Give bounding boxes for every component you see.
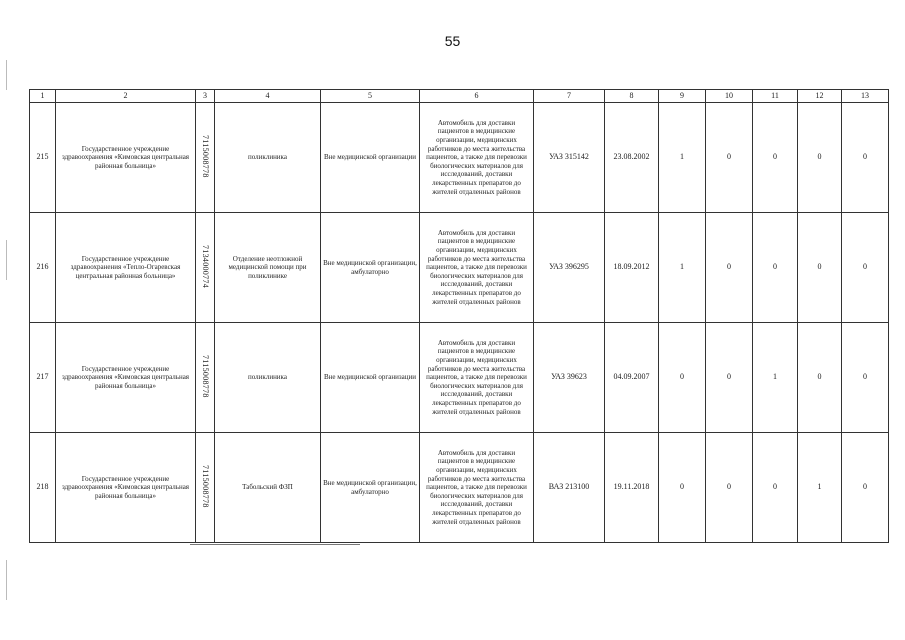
vehicle-model: УАЗ 315142 <box>534 103 605 213</box>
column-header: 6 <box>420 90 534 103</box>
value-cell: 0 <box>659 323 706 433</box>
inn-value: 7115008778 <box>201 354 210 398</box>
vehicle-purpose: Автомобиль для доставки пациентов в медицинские организации, медицинских работников до места жительства пациентов, а также для перевозки биологических материалов для исследований, доставки лекарственных препаратов до жителей отдаленных районов <box>420 103 534 213</box>
institution-name: Государственное учреждение здравоохранения «Кимовская центральная районная больница» <box>56 323 196 433</box>
usage-conditions: Вне медицинской организации, амбулаторно <box>321 213 420 323</box>
column-header: 7 <box>534 90 605 103</box>
vehicle-model: УАЗ 39623 <box>534 323 605 433</box>
unit-name: Отделение неотложной медицинской помощи при поликлинике <box>215 213 321 323</box>
vehicle-model: ВАЗ 213100 <box>534 433 605 543</box>
value-cell: 0 <box>753 213 798 323</box>
usage-conditions: Вне медицинской организации <box>321 323 420 433</box>
unit-name: Табольский ФЗП <box>215 433 321 543</box>
value-cell: 0 <box>798 103 842 213</box>
inn-cell <box>196 433 215 543</box>
commission-date: 18.09.2012 <box>605 213 659 323</box>
unit-name: поликлиника <box>215 103 321 213</box>
margin-mark <box>6 240 7 280</box>
value-cell: 1 <box>659 103 706 213</box>
inn-value: 7115008778 <box>201 464 210 508</box>
value-cell: 0 <box>659 433 706 543</box>
column-header: 2 <box>56 90 196 103</box>
table-header-row <box>30 90 889 103</box>
underline-mark <box>190 544 360 545</box>
institution-name: Государственное учреждение здравоохранения «Тепло-Огаревская центральная районная больница» <box>56 213 196 323</box>
vehicle-purpose: Автомобиль для доставки пациентов в медицинские организации, медицинских работников до места жительства пациентов, а также для перевозки биологических материалов для исследований, доставки лекарственных препаратов до жителей отдаленных районов <box>420 213 534 323</box>
vehicle-registry-table <box>29 89 889 543</box>
column-header: 11 <box>753 90 798 103</box>
column-header: 12 <box>798 90 842 103</box>
commission-date: 23.08.2002 <box>605 103 659 213</box>
vehicle-purpose: Автомобиль для доставки пациентов в медицинские организации, медицинских работников до места жительства пациентов, а также для перевозки биологических материалов для исследований, доставки лекарственных препаратов до жителей отдаленных районов <box>420 323 534 433</box>
column-header: 4 <box>215 90 321 103</box>
value-cell: 0 <box>706 213 753 323</box>
column-header: 9 <box>659 90 706 103</box>
margin-mark <box>6 60 7 90</box>
inn-value: 7134000774 <box>201 244 210 288</box>
inn-value: 7115008778 <box>201 134 210 178</box>
commission-date: 19.11.2018 <box>605 433 659 543</box>
value-cell: 0 <box>842 433 889 543</box>
value-cell: 0 <box>798 323 842 433</box>
inn-cell <box>196 323 215 433</box>
margin-mark <box>6 560 7 600</box>
value-cell: 0 <box>842 323 889 433</box>
row-number: 215 <box>30 103 56 213</box>
vehicle-purpose: Автомобиль для доставки пациентов в медицинские организации, медицинских работников до места жительства пациентов, а также для перевозки биологических материалов для исследований, доставки лекарственных препаратов до жителей отдаленных районов <box>420 433 534 543</box>
row-number: 217 <box>30 323 56 433</box>
column-header: 1 <box>30 90 56 103</box>
vehicle-model: УАЗ 396295 <box>534 213 605 323</box>
table-row <box>30 213 889 323</box>
column-header: 10 <box>706 90 753 103</box>
value-cell: 0 <box>753 103 798 213</box>
value-cell: 1 <box>753 323 798 433</box>
inn-cell <box>196 103 215 213</box>
value-cell: 0 <box>753 433 798 543</box>
commission-date: 04.09.2007 <box>605 323 659 433</box>
table-row <box>30 323 889 433</box>
column-header: 3 <box>196 90 215 103</box>
usage-conditions: Вне медицинской организации, амбулаторно <box>321 433 420 543</box>
unit-name: поликлиника <box>215 323 321 433</box>
value-cell: 0 <box>706 433 753 543</box>
value-cell: 1 <box>798 433 842 543</box>
value-cell: 0 <box>842 213 889 323</box>
usage-conditions: Вне медицинской организации <box>321 103 420 213</box>
value-cell: 0 <box>706 323 753 433</box>
institution-name: Государственное учреждение здравоохранения «Кимовская центральная районная больница» <box>56 103 196 213</box>
row-number: 216 <box>30 213 56 323</box>
value-cell: 0 <box>798 213 842 323</box>
table-row <box>30 433 889 543</box>
value-cell: 1 <box>659 213 706 323</box>
column-header: 5 <box>321 90 420 103</box>
institution-name: Государственное учреждение здравоохранения «Кимовская центральная районная больница» <box>56 433 196 543</box>
column-header: 13 <box>842 90 889 103</box>
table-row <box>30 103 889 213</box>
column-header: 8 <box>605 90 659 103</box>
inn-cell <box>196 213 215 323</box>
page-number: 55 <box>444 33 461 49</box>
row-number: 218 <box>30 433 56 543</box>
value-cell: 0 <box>842 103 889 213</box>
value-cell: 0 <box>706 103 753 213</box>
